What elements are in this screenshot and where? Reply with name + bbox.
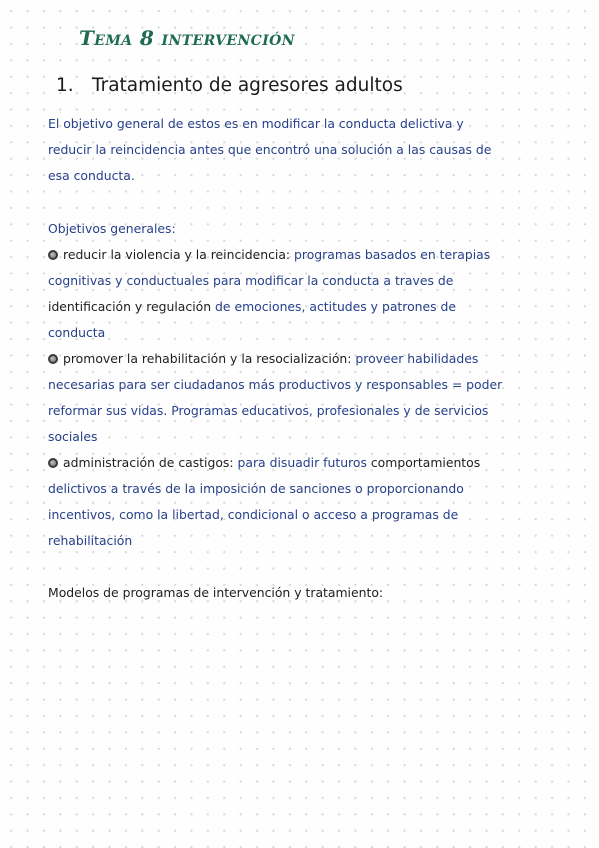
objective-item	[48, 450, 568, 554]
objective-line	[48, 242, 568, 268]
objective-line	[48, 424, 568, 450]
objective-line	[48, 502, 568, 528]
objective-line	[48, 528, 568, 554]
objective-text: sociales	[48, 429, 98, 444]
objective-line	[48, 320, 568, 346]
objective-line	[48, 346, 568, 372]
page-title: Tema 8 intervención	[79, 26, 295, 50]
objective-text: conducta	[48, 325, 106, 340]
models-section	[48, 580, 568, 606]
objective-line	[48, 268, 568, 294]
objectives-label: Objetivos generales:	[48, 221, 176, 236]
objective-line	[48, 294, 568, 320]
objective-line	[48, 476, 568, 502]
objective-item	[48, 242, 568, 346]
intro-line: El objetivo general de estos es en modificar la conducta delictiva y	[48, 116, 464, 131]
objective-key: reducir la violencia y la reincidencia:	[63, 247, 291, 262]
objective-text: incentivos, como la libertad, condicional o acceso a programas de	[48, 507, 459, 522]
objective-line	[48, 372, 568, 398]
objective-text: programas basados en terapias	[290, 247, 491, 262]
intro-line: reducir la reincidencia antes que encontró una solución a las causas de	[48, 142, 492, 157]
objective-text: rehabilitación	[48, 533, 133, 548]
bullet-circle-icon	[48, 250, 58, 260]
objective-text: de emociones, actitudes y patrones de	[211, 299, 457, 314]
intro-line: esa conducta.	[48, 168, 135, 183]
section-number: 1.	[56, 75, 74, 96]
objective-text: para disuadir futuros	[233, 455, 367, 470]
objective-line	[48, 398, 568, 424]
intro-paragraph	[48, 111, 568, 189]
objective-text: necesarias para ser ciudadanos más productivos y responsables = poder	[48, 377, 503, 392]
section-heading	[56, 75, 403, 96]
objective-key: comportamientos	[366, 455, 481, 470]
objective-text: reformar sus vidas. Programas educativos, profesionales y de servicios	[48, 403, 489, 418]
objective-text: cognitivas y conductuales para modificar la conducta a traves de	[48, 273, 454, 288]
objective-line	[48, 450, 568, 476]
section-heading-text: Tratamiento de agresores adultos	[92, 75, 403, 96]
objective-key: identificación y regulación	[48, 299, 212, 314]
objective-text: proveer habilidades	[351, 351, 479, 366]
objectives-section	[48, 216, 568, 554]
objective-key: administración de castigos:	[63, 455, 234, 470]
objective-text: delictivos a través de la imposición de sanciones o proporcionando	[48, 481, 464, 496]
models-label: Modelos de programas de intervención y tratamiento:	[48, 585, 384, 600]
bullet-circle-icon	[48, 458, 58, 468]
objective-key: promover la rehabilitación y la resocialización:	[63, 351, 352, 366]
objective-item	[48, 346, 568, 450]
bullet-circle-icon	[48, 354, 58, 364]
